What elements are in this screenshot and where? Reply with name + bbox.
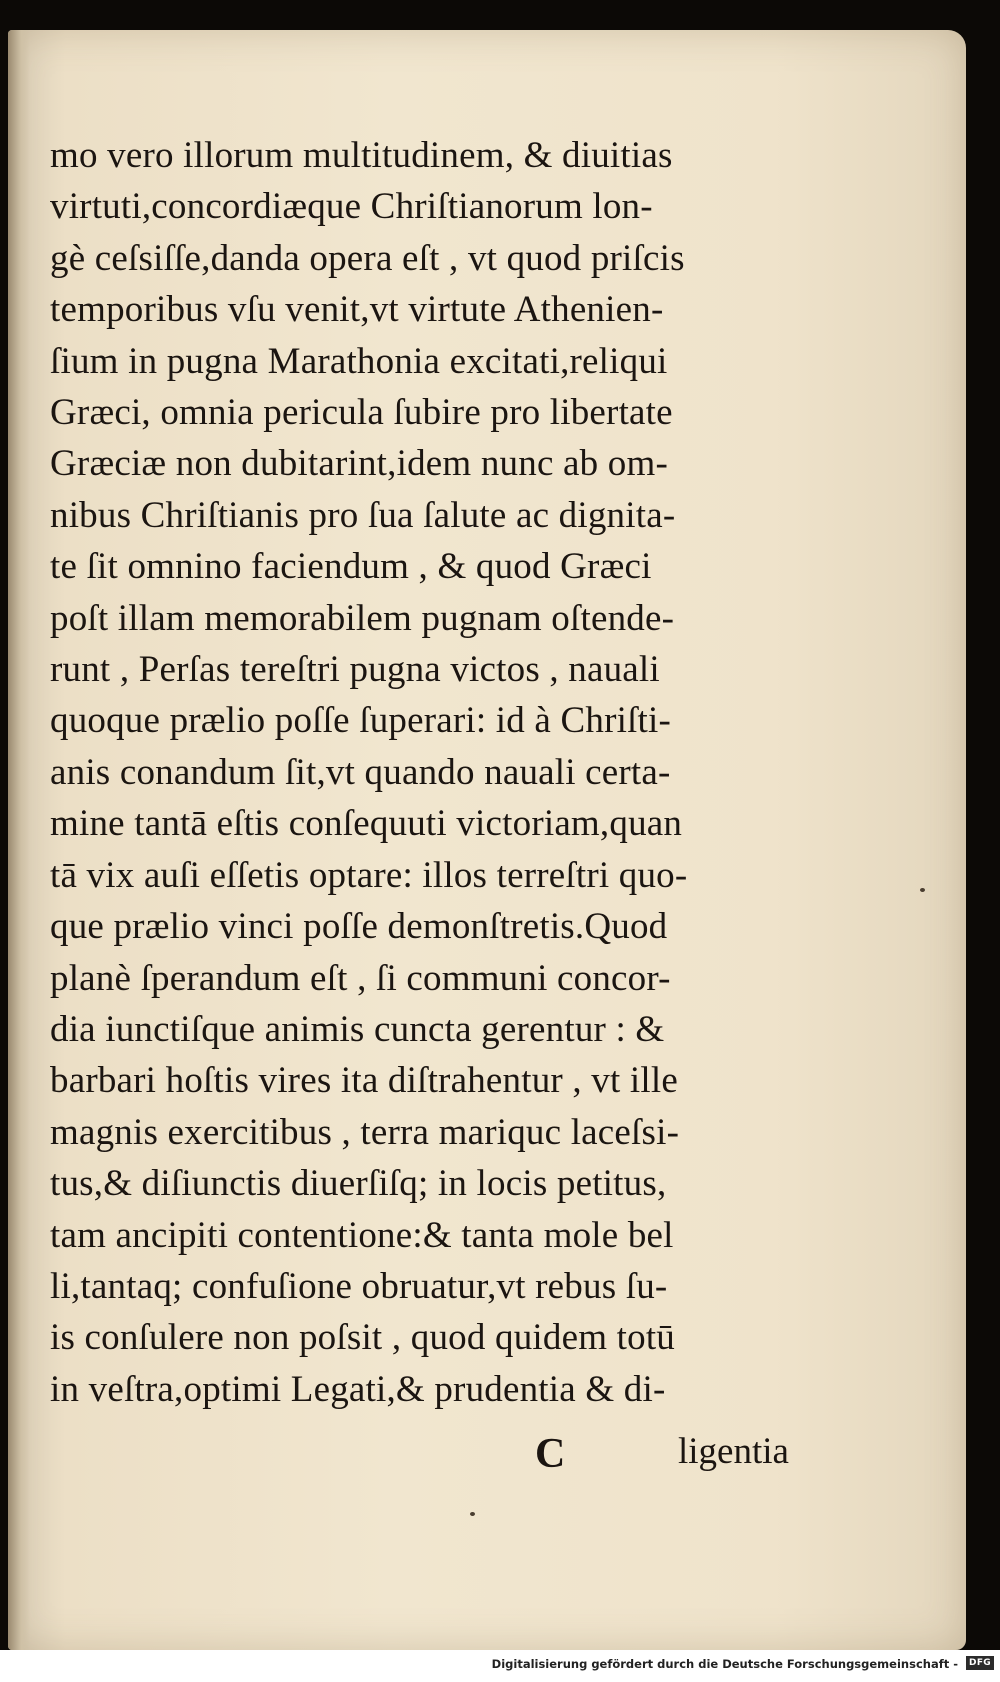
text-line: in veſtra,optimi Legati,& prudentia & di- bbox=[50, 1368, 666, 1410]
text-line: mo vero illorum multitudinem, & diuitias bbox=[50, 135, 673, 176]
text-line: tus,& diſiunctis diuerſiſq; in locis petitus, bbox=[50, 1163, 667, 1205]
body-text bbox=[50, 130, 830, 1415]
text-line: planè ſperandum eſt , ſi communi concor- bbox=[50, 957, 671, 999]
text-line: is conſulere non poſsit , quod quidem totū bbox=[50, 1317, 676, 1359]
text-line: te ſit omnino faciendum , & quod Græci bbox=[50, 546, 652, 588]
text-line: barbari hoſtis vires ita diſtrahentur , vt ille bbox=[50, 1060, 678, 1102]
digitization-credit: Digitalisierung gefördert durch die Deutsche Forschungsgemeinschaft - bbox=[491, 1657, 958, 1671]
signature-mark: C bbox=[535, 1431, 566, 1477]
text-line: gè ceſsiſſe,danda opera eſt , vt quod priſcis bbox=[50, 237, 685, 279]
text-line: tam ancipiti contentione:& tanta mole bel bbox=[50, 1214, 674, 1256]
text-line: virtuti,concordiæque Chriſtianorum lon- bbox=[50, 186, 653, 228]
text-line: tā vix auſi eſſetis optare: illos terreſtri quo- bbox=[50, 854, 688, 896]
text-line: temporibus vſu venit,vt virtute Athenien- bbox=[50, 289, 664, 331]
text-line: li,tantaq; confuſione obruatur,vt rebus ſu- bbox=[50, 1265, 668, 1307]
page-gutter-shadow bbox=[8, 30, 30, 1650]
text-line: dia iunctiſque animis cuncta gerentur : & bbox=[50, 1008, 665, 1050]
ink-speck bbox=[470, 1512, 475, 1516]
text-line: quoque prælio poſſe ſuperari: id à Chriſti- bbox=[50, 700, 672, 742]
ink-speck bbox=[920, 888, 925, 892]
text-line: Græciæ non dubitarint,idem nunc ab om- bbox=[50, 443, 668, 485]
text-line: runt , Perſas tereſtri pugna victos , nauali bbox=[50, 649, 660, 691]
text-line: magnis exercitibus , terra mariquc laceſsi- bbox=[50, 1111, 680, 1153]
text-line: ſium in pugna Marathonia excitati,reliqui bbox=[50, 340, 668, 382]
catchword: ligentia bbox=[678, 1431, 789, 1472]
text-line: poſt illam memorabilem pugnam oſtende- bbox=[50, 597, 675, 639]
text-line: mine tantā eſtis conſequuti victoriam,quan bbox=[50, 803, 683, 845]
text-line: que prælio vinci poſſe demonſtretis.Quod bbox=[50, 906, 668, 948]
book-page bbox=[8, 30, 966, 1650]
dfg-logo: DFG bbox=[966, 1656, 994, 1670]
text-line: Græci, omnia pericula ſubire pro libertate bbox=[50, 392, 673, 434]
text-line: nibus Chriſtianis pro ſua ſalute ac dignita- bbox=[50, 494, 676, 536]
text-line: anis conandum ſit,vt quando nauali certa- bbox=[50, 751, 671, 793]
